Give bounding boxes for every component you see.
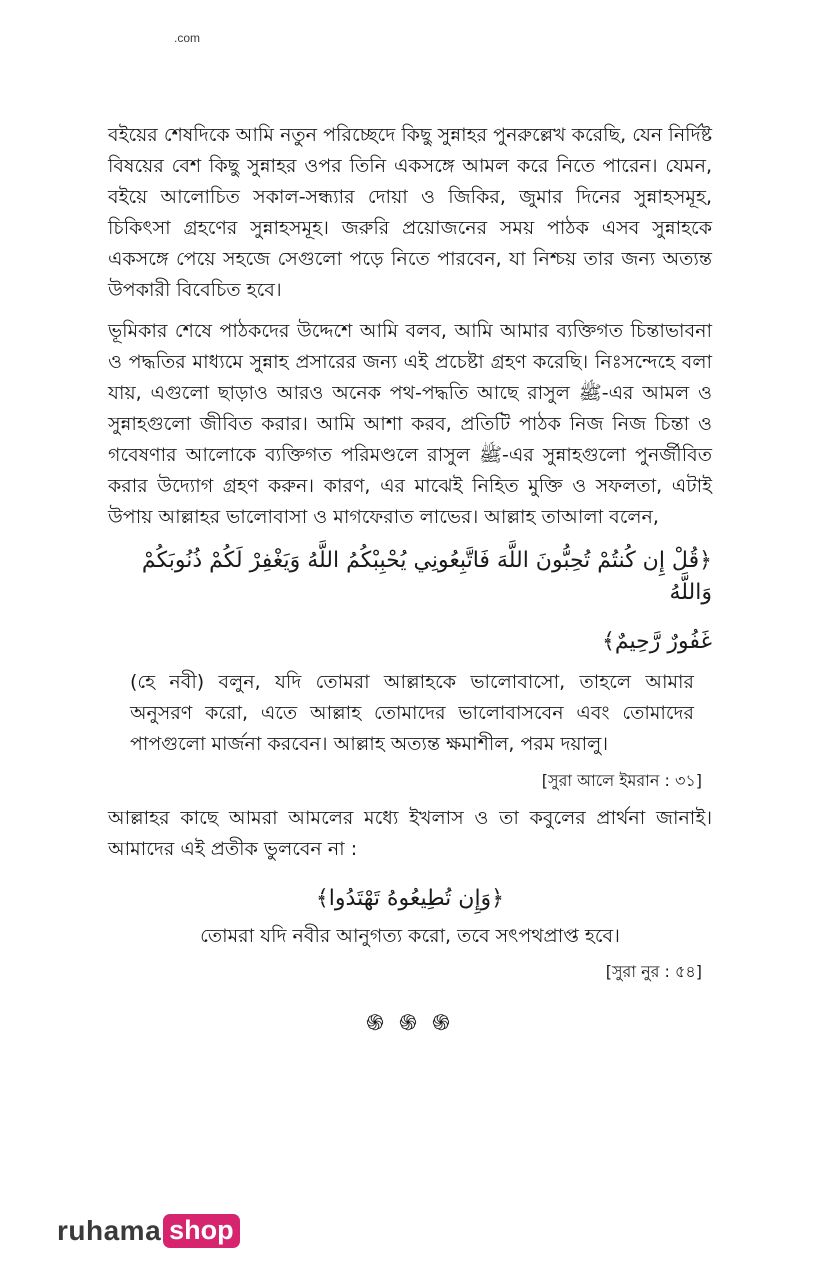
intro-paragraph-3: আল্লাহর কাছে আমরা আমলের মধ্যে ইখলাস ও তা কবুলের প্রার্থনা জানাই। আমাদের এই প্রতীক ভুলবেন না :	[108, 807, 712, 860]
intro-paragraph-1: বইয়ের শেষদিকে আমি নতুন পরিচ্ছেদে কিছু সুন্নাহর পুনরুল্লেখ করেছি, যেন নির্দিষ্ট বিষয়ের বেশ কিছু সুন্নাহর ওপর তিনি একসঙ্গে আমল করে নিতে পারেন। যেমন, বইয়ে আলোচিত সকাল-সন্ধ্যার দোয়া ও জিকির, জুমার দিনের সুন্নাহসমূহ, চিকিৎসা গ্রহণের সুন্নাহসমূহ। জরুরি প্রয়োজনের সময় পাঠক এসব সুন্নাহকে একসঙ্গে পেয়ে সহজে সেগুলো পড়ে নিতে পারবেন, যা নিশ্চয় তার জন্য অত্যন্ত উপকারী বিবেচিত হবে।	[108, 124, 712, 301]
intro-paragraph-2: ভূমিকার শেষে পাঠকদের উদ্দেশে আমি বলব, আমি আমার ব্যক্তিগত চিন্তাভাবনা ও পদ্ধতির মাধ্যমে সুন্নাহ প্রসারের জন্য এই প্রচেষ্টা গ্রহণ করেছি। নিঃসন্দেহে বলা যায়, এগুলো ছাড়াও আরও অনেক পথ-পদ্ধতি আছে রাসুল ﷺ-এর আমল ও সুন্নাহগুলো জীবিত করার। আমি আশা করব, প্রতিটি পাঠক নিজ নিজ চিন্তা ও গবেষণার আলোকে ব্যক্তিগত পরিমণ্ডলে রাসুল ﷺ-এর সুন্নাহগুলো পুনর্জীবিত করার উদ্যোগ গ্রহণ করুন। কারণ, এর মাঝেই নিহিত মুক্তি ও সফলতা, এটাই উপায় আল্লাহর ভালোবাসা ও মাগফেরাত লাভের। আল্লাহ তাআলা বলেন,	[108, 320, 712, 528]
verse-1-reference: [সুরা আলে ইমরান : ৩১]	[541, 771, 702, 790]
section-end-ornament: ֍ ֍ ֍	[366, 1011, 454, 1036]
verse-1-arabic-line-1: ﴿قُلْ إِن كُنتُمْ تُحِبُّونَ اللَّهَ فَاتَّبِعُونِي يُحْبِبْكُمُ اللَّهُ وَيَغْفِرْ لَكُمْ ذُنُوبَكُمْ وَاللَّهُ	[141, 548, 712, 605]
logo-shop-box: shop	[163, 1214, 240, 1248]
logo-domain-suffix: .com	[174, 31, 201, 45]
page-body	[108, 120, 712, 1037]
verse-1-arabic-line-2: غَفُورٌ رَّحِيمٌ﴾	[601, 629, 712, 654]
quran-verse-2	[108, 883, 712, 986]
verse-2-reference: [সুরা নুর : ৫৪]	[605, 962, 702, 981]
verse-1-translation: (হে নবী) বলুন, যদি তোমরা আল্লাহকে ভালোবাসো, তাহলে আমার অনুসরণ করো, এতে আল্লাহ তোমাদের ভালোবাসবেন এবং তোমাদের পাপগুলো মার্জনা করবেন। আল্লাহ অত্যন্ত ক্ষমাশীল, পরম দয়ালু।	[130, 671, 694, 755]
logo-text: ruhama	[57, 1215, 162, 1246]
verse-2-translation: তোমরা যদি নবীর আনুগত্য করো, তবে সৎপথপ্রাপ্ত হবে।	[200, 925, 620, 947]
ruhamashop-logo	[57, 1214, 240, 1264]
quran-verse-1	[108, 545, 712, 795]
verse-2-arabic: ﴿وَإِن تُطِيعُوهُ تَهْتَدُوا﴾	[315, 886, 505, 911]
